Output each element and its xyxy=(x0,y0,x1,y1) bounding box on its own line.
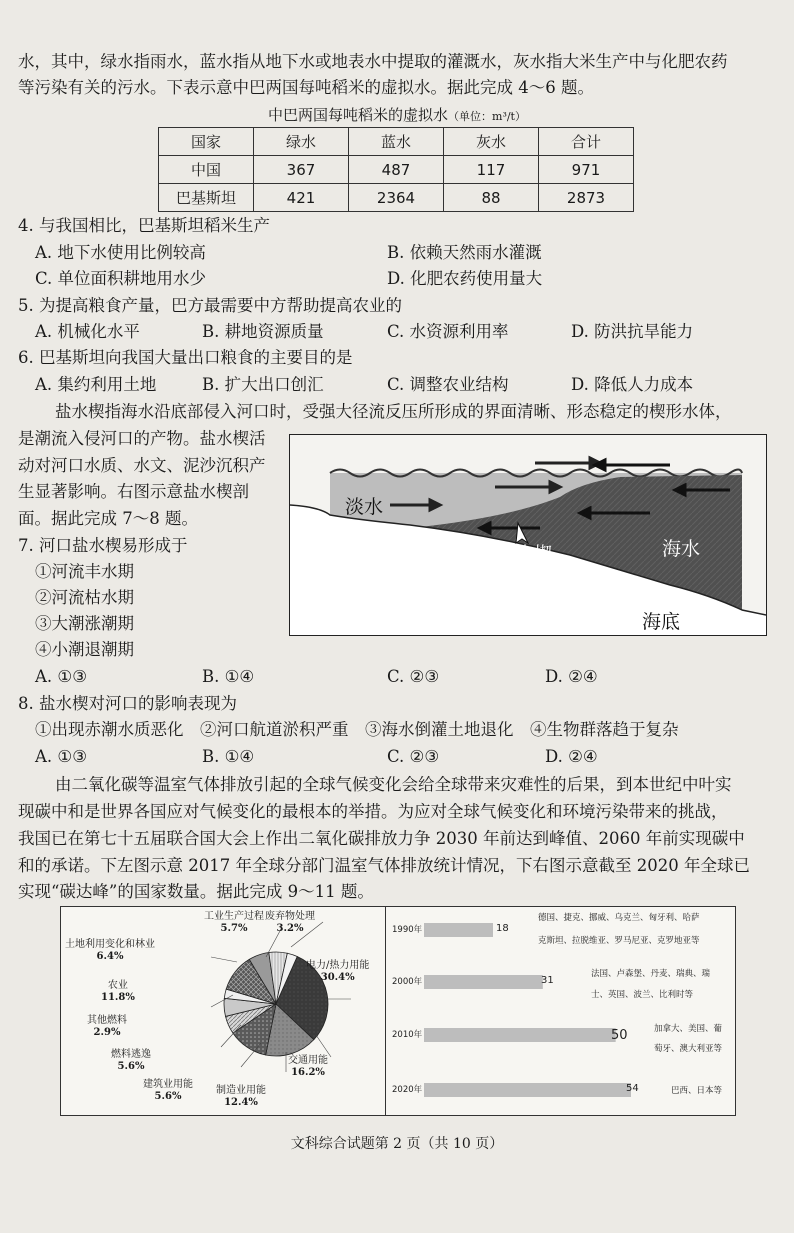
q8-stem: 8. 盐水楔对河口的影响表现为 xyxy=(18,694,237,713)
q4-option-c: C. 单位面积耕地用水少 xyxy=(35,269,207,288)
q6-stem: 6. 巴基斯坦向我国大量出口粮食的主要目的是 xyxy=(18,348,353,367)
table-header-cell: 合计 xyxy=(539,128,634,156)
bar-year-label: 2000年 xyxy=(392,977,423,987)
q8-option-b: B. ①④ xyxy=(202,747,255,766)
table-cell: 117 xyxy=(444,156,539,184)
bar xyxy=(424,1028,616,1042)
table-cell: 巴基斯坦 xyxy=(159,184,254,212)
intro-line-2: 等污染有关的污水。下表示意中巴两国每吨稻米的虚拟水。据此完成 4～6 题。 xyxy=(18,78,594,97)
table-cell: 367 xyxy=(254,156,349,184)
q7-option-a: A. ①③ xyxy=(35,667,87,686)
pie-label-industrial: 工业生产过程 5.7% xyxy=(204,911,264,934)
salt-wedge-figure xyxy=(290,435,766,635)
co2-passage-line-1: 由二氧化碳等温室气体排放引起的全球气候变化会给全球带来灾难性的后果，到本世纪中叶实 xyxy=(55,775,732,794)
table-header-cell: 蓝水 xyxy=(349,128,444,156)
bar-value-label: 18 xyxy=(496,923,509,934)
q7-item-2: ②河流枯水期 xyxy=(35,588,134,607)
table-cell: 971 xyxy=(539,156,634,184)
q7-option-d: D. ②④ xyxy=(545,667,598,686)
bar xyxy=(424,1083,631,1097)
q6-option-a: A. 集约利用土地 xyxy=(35,375,157,394)
bar xyxy=(424,975,543,989)
label-fresh-water: 淡水 xyxy=(345,497,384,518)
q8-option-d: D. ②④ xyxy=(545,747,598,766)
q6-option-c: C. 调整农业结构 xyxy=(387,375,509,394)
bar-value-label: 50 xyxy=(611,1028,628,1043)
co2-passage-line-2: 现碳中和是世界各国应对气候变化的最根本的举措。为应对全球气候变化和环境污染带来的挑战， xyxy=(18,802,728,821)
table-row xyxy=(159,184,634,212)
q7-item-4: ④小潮退潮期 xyxy=(35,640,134,659)
pie-label-other-fuel: 其他燃料 2.9% xyxy=(87,1015,127,1038)
pie-label-land-use: 土地利用变化和林业 6.4% xyxy=(65,939,155,962)
salt-wedge-diagram xyxy=(289,434,767,636)
bar-annotation-2010-line-1: 加拿大、美国、葡 xyxy=(654,1024,723,1034)
table-cell: 487 xyxy=(349,156,444,184)
co2-passage-line-3: 我国已在第七十五届联合国大会上作出二氧化碳排放力争 2030 年前达到峰值、2060 年前实现碳中 xyxy=(18,829,745,848)
salt-passage-line-5: 面。据此完成 7～8 题。 xyxy=(18,509,198,528)
q7-item-3: ③大潮涨潮期 xyxy=(35,614,134,633)
bar-value-label: 54 xyxy=(626,1083,639,1094)
q7-stem: 7. 河口盐水楔易形成于 xyxy=(18,536,188,555)
co2-passage-line-5: 实现“碳达峰”的国家数量。据此完成 9～11 题。 xyxy=(18,882,374,901)
label-sea-bottom: 海底 xyxy=(642,612,681,633)
q7-option-c: C. ②③ xyxy=(387,667,440,686)
q8-option-a: A. ①③ xyxy=(35,747,87,766)
table-cell: 2364 xyxy=(349,184,444,212)
pie-label-building: 建筑业用能 5.6% xyxy=(143,1079,193,1102)
q6-option-d: D. 降低人力成本 xyxy=(571,375,694,394)
bar-annotation-2000-line-1: 法国、卢森堡、丹麦、瑞典、瑞 xyxy=(591,969,711,979)
emissions-pie-chart xyxy=(60,906,387,1116)
bar-annotation-1990-line-1: 德国、捷克、挪威、乌克兰、匈牙利、哈萨 xyxy=(538,913,700,923)
q5-option-c: C. 水资源利用率 xyxy=(387,322,509,341)
bar-value-label: 31 xyxy=(541,975,554,986)
pie-label-waste: 废弃物处理 3.2% xyxy=(265,911,315,934)
salt-passage-line-2: 是潮流入侵河口的产物。盐水楔活 xyxy=(18,429,266,448)
table-caption: 中巴两国每吨稻米的虚拟水（单位：m³/t） xyxy=(268,106,526,124)
salt-passage-line-1: 盐水楔指海水沿底部侵入河口时，受强大径流反压所形成的界面清晰、形态稳定的楔形水体， xyxy=(55,402,732,421)
q7-option-b: B. ①④ xyxy=(202,667,255,686)
bar xyxy=(424,923,493,937)
table-cell: 中国 xyxy=(159,156,254,184)
table-header-cell: 绿水 xyxy=(254,128,349,156)
table-header-cell: 国家 xyxy=(159,128,254,156)
q5-stem: 5. 为提高粮食产量，巴方最需要中方帮助提高农业的 xyxy=(18,296,402,315)
q6-option-b: B. 扩大出口创汇 xyxy=(202,375,324,394)
bar-annotation-2020: 巴西、日本等 xyxy=(671,1086,723,1096)
table-header-cell: 灰水 xyxy=(444,128,539,156)
table-cell: 2873 xyxy=(539,184,634,212)
table-row xyxy=(159,156,634,184)
q5-option-b: B. 耕地资源质量 xyxy=(202,322,324,341)
co2-passage-line-4: 和的承诺。下左图示意 2017 年全球分部门温室气体排放统计情况，下右图示意截至 2020 年全球已 xyxy=(18,856,750,875)
salt-passage-line-3: 动对河口水质、水文、泥沙沉积产 xyxy=(18,456,266,475)
bar-annotation-2010-line-2: 萄牙、澳大利亚等 xyxy=(654,1044,723,1054)
q8-items: ①出现赤潮水质恶化 ②河口航道淤积严重 ③海水倒灌土地退化 ④生物群落趋于复杂 xyxy=(35,720,679,739)
q5-option-a: A. 机械化水平 xyxy=(35,322,140,341)
table-cell: 88 xyxy=(444,184,539,212)
q4-option-b: B. 依赖天然雨水灌溉 xyxy=(387,243,542,262)
bar-year-label: 1990年 xyxy=(392,925,423,935)
intro-line-1: 水，其中，绿水指雨水，蓝水指从地下水或地表水中提取的灌溉水，灰水指大米生产中与化肥农药 xyxy=(18,52,728,71)
virtual-water-table xyxy=(158,127,634,212)
label-sea-water: 海水 xyxy=(662,539,701,560)
pie-label-power: 电力/热力用能 30.4% xyxy=(306,960,370,983)
salt-passage-line-4: 生显著影响。右图示意盐水楔剖 xyxy=(18,482,249,501)
bar-year-label: 2010年 xyxy=(392,1030,423,1040)
pie-label-fugitive: 燃料逃逸 5.6% xyxy=(111,1049,151,1072)
label-salt-wedge: 盐水楔 xyxy=(498,544,552,564)
bar-annotation-1990-line-2: 克斯坦、拉脱维亚、罗马尼亚、克罗地亚等 xyxy=(538,936,700,946)
q4-option-a: A. 地下水使用比例较高 xyxy=(35,243,206,262)
q5-option-d: D. 防洪抗旱能力 xyxy=(571,322,694,341)
table-header-row xyxy=(159,128,634,156)
q7-item-1: ①河流丰水期 xyxy=(35,562,134,581)
table-cell: 421 xyxy=(254,184,349,212)
q4-stem: 4. 与我国相比，巴基斯坦稻米生产 xyxy=(18,216,270,235)
q8-option-c: C. ②③ xyxy=(387,747,440,766)
carbon-peak-bar-chart xyxy=(385,906,736,1116)
pie-label-transport: 交通用能 16.2% xyxy=(288,1055,328,1078)
page-footer: 文科综合试题第 2 页（共 10 页） xyxy=(290,1136,504,1152)
pie-label-manufacturing: 制造业用能 12.4% xyxy=(216,1085,266,1108)
bar-annotation-2000-line-2: 士、英国、波兰、比利时等 xyxy=(591,990,694,1000)
pie-label-agriculture: 农业 11.8% xyxy=(101,980,135,1003)
q4-option-d: D. 化肥农药使用量大 xyxy=(387,269,543,288)
bar-year-label: 2020年 xyxy=(392,1085,423,1095)
